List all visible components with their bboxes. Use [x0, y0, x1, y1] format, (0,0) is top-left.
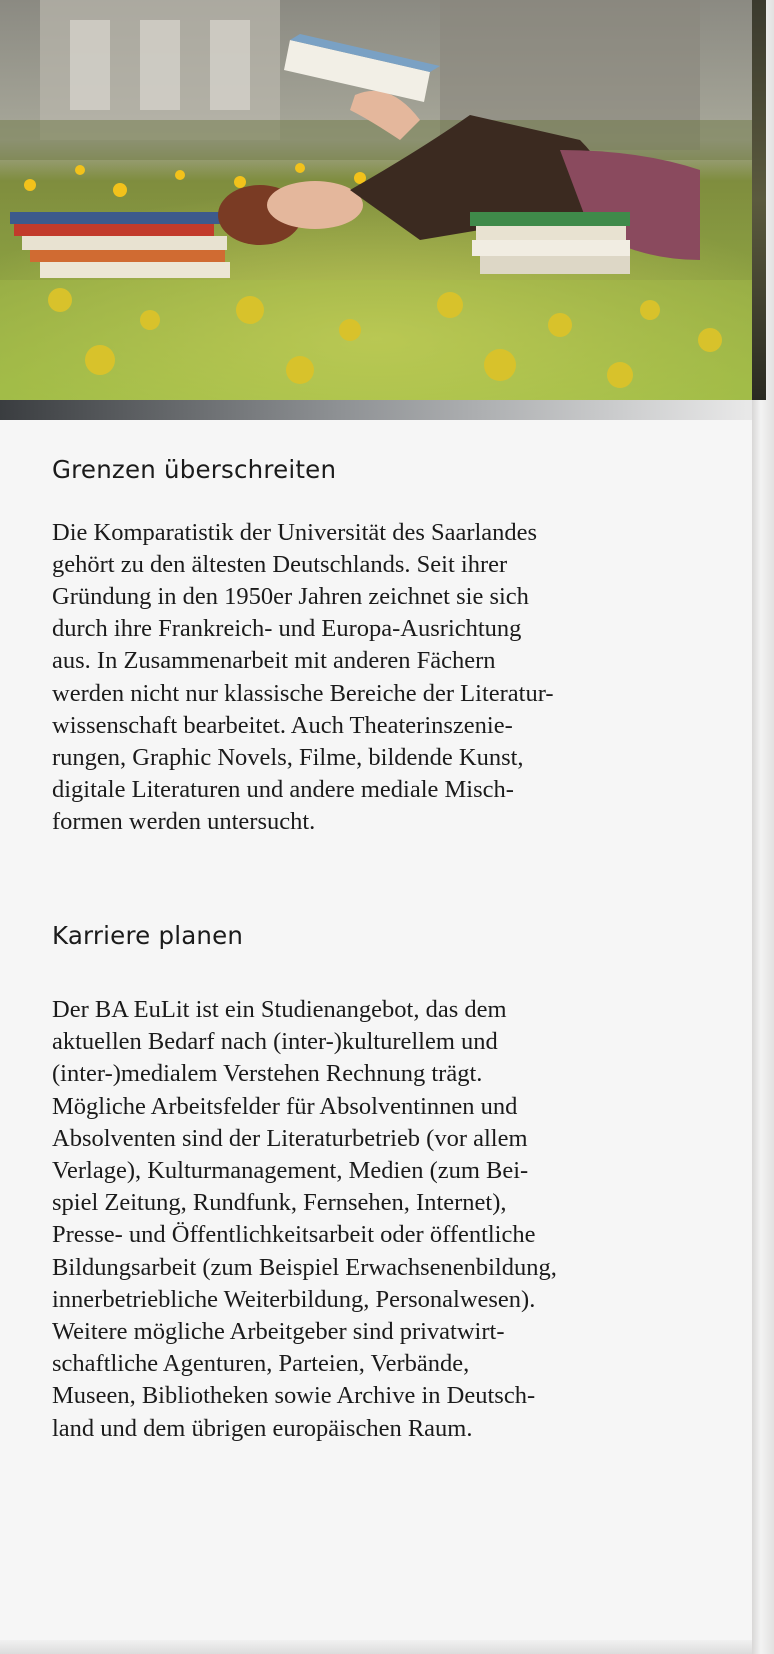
text-line: Verlage), Kulturmanagement, Medien (zum Bei- [52, 1157, 529, 1185]
text-line: schaftliche Agenturen, Parteien, Verbände, [52, 1350, 470, 1378]
reading-in-meadow-illustration [0, 0, 752, 402]
photo-bottom-band [0, 400, 752, 420]
text-column [52, 455, 702, 1442]
text-line: Bildungsarbeit (zum Beispiel Erwachsenenbildung, [52, 1253, 557, 1281]
text-line: Die Komparatistik der Universität des Saarlandes [52, 518, 538, 546]
text-line: spiel Zeitung, Rundfunk, Fernsehen, Internet), [52, 1189, 507, 1217]
text-line: Weitere mögliche Arbeitgeber sind privatwirt- [52, 1318, 505, 1346]
text-line: werden nicht nur klassische Bereiche der Literatur- [52, 679, 554, 707]
text-line: Mögliche Arbeitsfelder für Absolventinnen und [52, 1092, 518, 1120]
text-line: rungen, Graphic Novels, Filme, bildende Kunst, [52, 743, 524, 771]
text-line: wissenschaft bearbeitet. Auch Theaterinszenie- [52, 711, 513, 739]
text-line: digitale Literaturen und andere mediale Misch- [52, 776, 514, 804]
heading-karriere-planen: Karriere planen [52, 921, 244, 950]
text-line: Museen, Bibliotheken sowie Archive in Deutsch- [52, 1382, 536, 1410]
text-line: Presse- und Öffentlichkeitsarbeit oder öffentliche [52, 1221, 536, 1249]
paragraph-karriere [52, 994, 557, 1445]
text-line: formen werden untersucht. [52, 808, 316, 836]
page-bottom-edge [0, 1640, 752, 1654]
text-line: (inter-)medialem Verstehen Rechnung trägt. [52, 1060, 483, 1088]
paragraph-grenzen [52, 517, 702, 839]
text-line: Der BA EuLit ist ein Studienangebot, das dem [52, 996, 507, 1023]
heading-grenzen-ueberschreiten: Grenzen überschreiten [52, 455, 337, 484]
text-line: durch ihre Frankreich- und Europa-Ausrichtung [52, 615, 522, 643]
text-line: aktuellen Bedarf nach (inter-)kulturellem und [52, 1028, 498, 1056]
header-photo [0, 0, 752, 402]
page-fold-edge [752, 0, 774, 1654]
text-line: land und dem übrigen europäischen Raum. [52, 1414, 473, 1442]
text-line: innerbetriebliche Weiterbildung, Personalwesen). [52, 1285, 536, 1313]
text-line: Absolventen sind der Literaturbetrieb (vor allem [52, 1124, 528, 1152]
text-line: gehört zu den ältesten Deutschlands. Seit ihrer [52, 550, 508, 578]
text-line: aus. In Zusammenarbeit mit anderen Fächern [52, 647, 496, 675]
text-line: Gründung in den 1950er Jahren zeichnet sie sich [52, 582, 529, 610]
